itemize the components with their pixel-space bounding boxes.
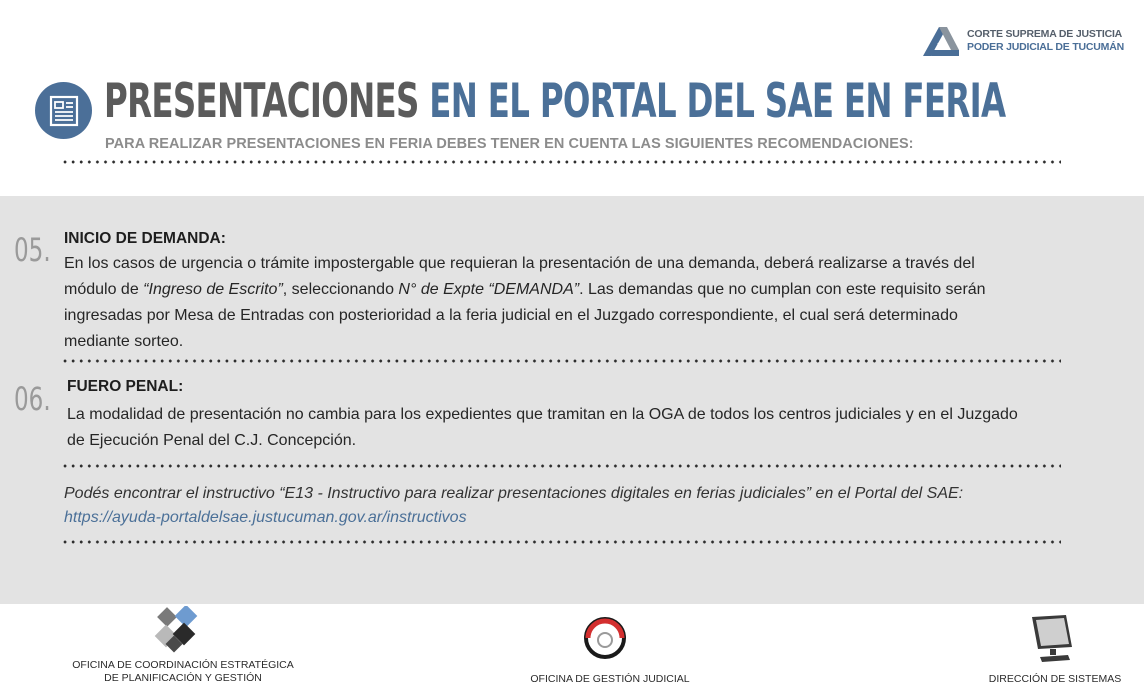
body-line: La modalidad de presentación no cambia para los expedientes que tramitan en la OGA de todos los centros judiciales y en el Juzgado [67, 406, 1018, 423]
section-body [67, 402, 1018, 454]
document-icon [35, 82, 92, 139]
page-title [104, 73, 1005, 131]
section-heading: INICIO DE DEMANDA: [64, 230, 226, 247]
body-line: ingresadas por Mesa de Entradas con posterioridad a la feria judicial en el Juzgado correspondiente, el cual será determinado [64, 307, 958, 324]
footer-sistemas: DIRECCIÓN DE SISTEMAS [988, 673, 1122, 685]
footer-gestion-judicial: OFICINA DE GESTIÓN JUDICIAL [530, 673, 690, 685]
title-part-1: PRESENTACIONES [104, 74, 419, 129]
note-text: Podés encontrar el instructivo “E13 - Instructivo para realizar presentaciones digitales en ferias judiciales” en el Portal del SAE: [64, 485, 964, 502]
puzzle-icon [150, 606, 206, 656]
italic-term: “Ingreso de Escrito” [143, 281, 283, 298]
footer-planificacion: OFICINA DE COORDINACIÓN ESTRATÉGICA DE PLANIFICACIÓN Y GESTIÓN [72, 659, 294, 684]
logo-line-2: PODER JUDICIAL DE TUCUMÁN [967, 41, 1124, 53]
instructivos-link[interactable]: https://ayuda-portaldelsae.justucuman.gov.ar/instructivos [64, 509, 467, 526]
dotted-divider [61, 464, 1061, 468]
body-line: módulo de “Ingreso de Escrito”, seleccionando N° de Expte “DEMANDA”. Las demandas que no cumplan con este requisito serán [64, 281, 986, 298]
section-body [64, 251, 986, 355]
dotted-divider [61, 359, 1061, 363]
body-line: de Ejecución Penal del C.J. Concepción. [67, 432, 357, 449]
instructivo-note [64, 482, 963, 530]
italic-term: N° de Expte “DEMANDA” [398, 281, 580, 298]
section-heading: FUERO PENAL: [67, 378, 184, 395]
logo-line-1: CORTE SUPREMA DE JUSTICIA [967, 28, 1123, 40]
dotted-divider [61, 160, 1061, 164]
section-number: 05. [14, 231, 51, 269]
title-part-2: EN EL PORTAL DEL SAE EN FERIA [429, 74, 1006, 129]
section-number: 06. [14, 380, 51, 418]
circle-logo-icon [584, 617, 626, 659]
computer-monitor-icon [1028, 613, 1076, 663]
dotted-divider [61, 540, 1061, 544]
page-subtitle: PARA REALIZAR PRESENTACIONES EN FERIA DEBES TENER EN CUENTA LAS SIGUIENTES RECOMENDACIONES: [105, 136, 914, 152]
corte-suprema-logo [921, 24, 1124, 58]
court-logo-icon [921, 24, 961, 58]
body-line: En los casos de urgencia o trámite impostergable que requieran la presentación de una demanda, deberá realizarse a través del [64, 255, 975, 272]
body-line: mediante sorteo. [64, 333, 184, 350]
